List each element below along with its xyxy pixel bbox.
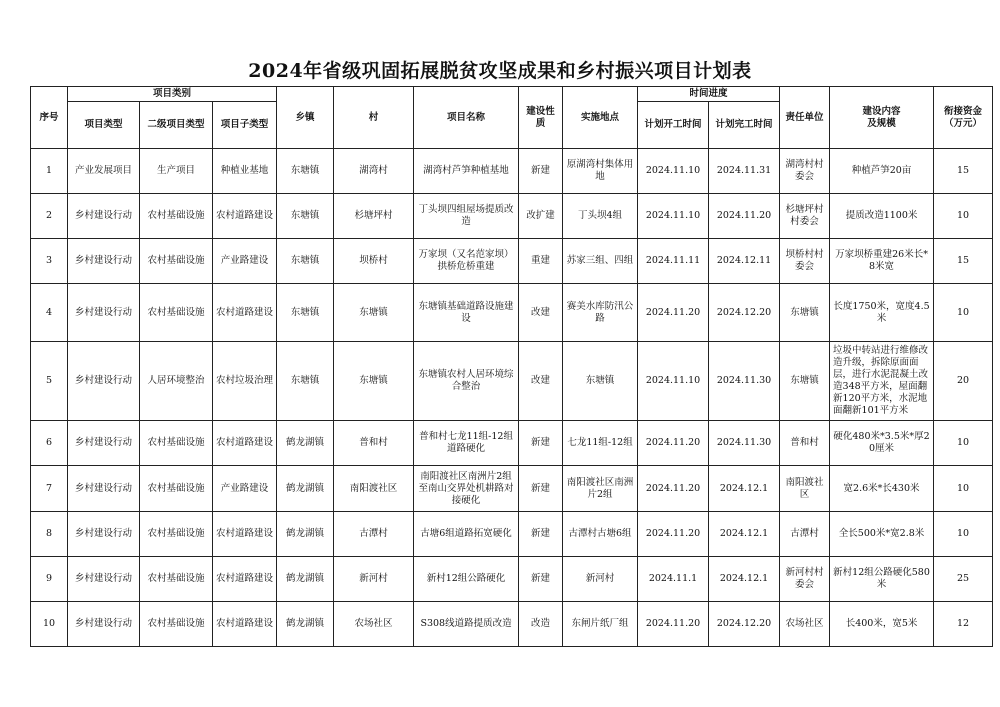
header-town: 乡镇 (277, 87, 334, 149)
header-subtype: 项目子类型 (213, 102, 277, 149)
cell-funds: 10 (934, 421, 993, 466)
cell-end: 2024.12.20 (709, 284, 780, 342)
project-plan-table (30, 86, 993, 647)
cell-village: 东塘镇 (334, 284, 414, 342)
cell-nature: 新建 (519, 557, 563, 602)
cell-content: 宽2.6米*长430米 (830, 466, 934, 512)
cell-seq: 10 (31, 602, 68, 647)
cell-village: 湖湾村 (334, 149, 414, 194)
cell-content: 长度1750米，宽度4.5米 (830, 284, 934, 342)
cell-location: 原湖湾村集体用地 (563, 149, 638, 194)
header-subtype2: 二级项目类型 (140, 102, 213, 149)
cell-town: 鹤龙湖镇 (277, 466, 334, 512)
cell-nature: 新建 (519, 466, 563, 512)
cell-unit: 东塘镇 (780, 342, 830, 421)
table-row (31, 421, 993, 466)
cell-funds: 15 (934, 149, 993, 194)
cell-unit: 坝桥村村委会 (780, 239, 830, 284)
cell-town: 东塘镇 (277, 342, 334, 421)
table-row (31, 239, 993, 284)
cell-location: 苏家三组、四组 (563, 239, 638, 284)
header-village: 村 (334, 87, 414, 149)
cell-funds: 20 (934, 342, 993, 421)
cell-end: 2024.11.30 (709, 342, 780, 421)
cell-end: 2024.12.1 (709, 466, 780, 512)
cell-subtype2: 农村基础设施 (140, 239, 213, 284)
header-location: 实施地点 (563, 87, 638, 149)
cell-subtype2: 生产项目 (140, 149, 213, 194)
cell-project-name: 南阳渡社区南洲片2组至南山交界处机耕路对接硬化 (414, 466, 519, 512)
cell-project-name: 东塘镇基础道路设施建设 (414, 284, 519, 342)
cell-nature: 改造 (519, 602, 563, 647)
header-project-name: 项目名称 (414, 87, 519, 149)
cell-town: 鹤龙湖镇 (277, 421, 334, 466)
header-seq: 序号 (31, 87, 68, 149)
cell-nature: 改建 (519, 342, 563, 421)
cell-nature: 改建 (519, 284, 563, 342)
cell-town: 东塘镇 (277, 239, 334, 284)
header-funds: 衔接资金 （万元） (934, 87, 993, 149)
header-time-group: 时间进度 (638, 87, 780, 102)
cell-subtype2: 农村基础设施 (140, 512, 213, 557)
cell-end: 2024.12.11 (709, 239, 780, 284)
cell-unit: 新河村村委会 (780, 557, 830, 602)
cell-subtype2: 农村基础设施 (140, 421, 213, 466)
cell-location: 七龙11组-12组 (563, 421, 638, 466)
cell-start: 2024.11.10 (638, 342, 709, 421)
cell-town: 东塘镇 (277, 284, 334, 342)
header-category-group: 项目类别 (68, 87, 277, 102)
cell-nature: 新建 (519, 512, 563, 557)
cell-nature: 新建 (519, 149, 563, 194)
cell-subtype2: 农村基础设施 (140, 557, 213, 602)
cell-village: 东塘镇 (334, 342, 414, 421)
header-content: 建设内容 及规模 (830, 87, 934, 149)
cell-subtype: 农村道路建设 (213, 284, 277, 342)
cell-end: 2024.12.1 (709, 557, 780, 602)
cell-subtype: 产业路建设 (213, 239, 277, 284)
cell-funds: 10 (934, 512, 993, 557)
cell-end: 2024.11.20 (709, 194, 780, 239)
cell-type: 乡村建设行动 (68, 284, 140, 342)
cell-start: 2024.11.10 (638, 149, 709, 194)
cell-town: 东塘镇 (277, 194, 334, 239)
cell-subtype2: 农村基础设施 (140, 284, 213, 342)
cell-seq: 2 (31, 194, 68, 239)
cell-start: 2024.11.10 (638, 194, 709, 239)
cell-subtype: 农村道路建设 (213, 421, 277, 466)
header-end: 计划完工时间 (709, 102, 780, 149)
cell-type: 乡村建设行动 (68, 239, 140, 284)
header-start: 计划开工时间 (638, 102, 709, 149)
cell-type: 乡村建设行动 (68, 194, 140, 239)
cell-location: 古潭村古塘6组 (563, 512, 638, 557)
cell-town: 鹤龙湖镇 (277, 512, 334, 557)
cell-unit: 古潭村 (780, 512, 830, 557)
header-type: 项目类型 (68, 102, 140, 149)
cell-start: 2024.11.1 (638, 557, 709, 602)
table-row (31, 466, 993, 512)
cell-content: 全长500米*宽2.8米 (830, 512, 934, 557)
cell-location: 丁头坝4组 (563, 194, 638, 239)
table-row (31, 557, 993, 602)
cell-village: 新河村 (334, 557, 414, 602)
cell-village: 坝桥村 (334, 239, 414, 284)
cell-location: 赛美水库防汛公路 (563, 284, 638, 342)
cell-subtype: 农村道路建设 (213, 194, 277, 239)
header-unit: 责任单位 (780, 87, 830, 149)
cell-funds: 10 (934, 466, 993, 512)
cell-project-name: 普和村七龙11组-12组道路硬化 (414, 421, 519, 466)
cell-seq: 5 (31, 342, 68, 421)
cell-subtype: 产业路建设 (213, 466, 277, 512)
cell-unit: 农场社区 (780, 602, 830, 647)
cell-nature: 新建 (519, 421, 563, 466)
cell-unit: 湖湾村村委会 (780, 149, 830, 194)
cell-seq: 6 (31, 421, 68, 466)
cell-project-name: 古塘6组道路拓宽硬化 (414, 512, 519, 557)
cell-project-name: 万家坝（又名范家坝）拱桥危桥重建 (414, 239, 519, 284)
cell-unit: 南阳渡社区 (780, 466, 830, 512)
cell-type: 乡村建设行动 (68, 557, 140, 602)
cell-project-name: 丁头坝四组屋场提质改造 (414, 194, 519, 239)
table-row (31, 149, 993, 194)
table-row (31, 194, 993, 239)
cell-type: 乡村建设行动 (68, 466, 140, 512)
cell-village: 南阳渡社区 (334, 466, 414, 512)
cell-location: 东闸片纸厂组 (563, 602, 638, 647)
cell-start: 2024.11.11 (638, 239, 709, 284)
cell-town: 鹤龙湖镇 (277, 557, 334, 602)
table-row (31, 284, 993, 342)
cell-type: 乡村建设行动 (68, 602, 140, 647)
cell-start: 2024.11.20 (638, 466, 709, 512)
cell-seq: 8 (31, 512, 68, 557)
cell-content: 提质改造1100米 (830, 194, 934, 239)
header-nature: 建设性质 (519, 87, 563, 149)
cell-funds: 12 (934, 602, 993, 647)
cell-project-name: 湖湾村芦笋种植基地 (414, 149, 519, 194)
table-row (31, 602, 993, 647)
cell-seq: 7 (31, 466, 68, 512)
cell-type: 乡村建设行动 (68, 342, 140, 421)
cell-nature: 改扩建 (519, 194, 563, 239)
cell-seq: 9 (31, 557, 68, 602)
table-row (31, 342, 993, 421)
cell-village: 古潭村 (334, 512, 414, 557)
cell-seq: 3 (31, 239, 68, 284)
cell-village: 杉塘坪村 (334, 194, 414, 239)
table-body (31, 149, 993, 647)
cell-content: 万家坝桥重建26米长*8米宽 (830, 239, 934, 284)
cell-funds: 10 (934, 194, 993, 239)
cell-type: 产业发展项目 (68, 149, 140, 194)
cell-content: 垃圾中转站进行维修改造升级，拆除原面面层，进行水泥混凝土改造348平方米，屋面翻新120平方米，水泥地面翻新101平方米 (830, 342, 934, 421)
cell-project-name: 新村12组公路硬化 (414, 557, 519, 602)
cell-subtype2: 人居环境整治 (140, 342, 213, 421)
cell-content: 硬化480米*3.5米*厚20厘米 (830, 421, 934, 466)
cell-subtype2: 农村基础设施 (140, 466, 213, 512)
cell-subtype: 农村道路建设 (213, 512, 277, 557)
cell-end: 2024.12.20 (709, 602, 780, 647)
cell-type: 乡村建设行动 (68, 421, 140, 466)
cell-location: 南阳渡社区南洲片2组 (563, 466, 638, 512)
cell-unit: 普和村 (780, 421, 830, 466)
cell-content: 长400米，宽5米 (830, 602, 934, 647)
cell-location: 新河村 (563, 557, 638, 602)
cell-nature: 重建 (519, 239, 563, 284)
cell-funds: 10 (934, 284, 993, 342)
cell-subtype: 种植业基地 (213, 149, 277, 194)
table-row (31, 512, 993, 557)
cell-type: 乡村建设行动 (68, 512, 140, 557)
cell-funds: 25 (934, 557, 993, 602)
cell-location: 东塘镇 (563, 342, 638, 421)
cell-subtype: 农村道路建设 (213, 602, 277, 647)
cell-subtype2: 农村基础设施 (140, 602, 213, 647)
cell-town: 鹤龙湖镇 (277, 602, 334, 647)
cell-content: 种植芦笋20亩 (830, 149, 934, 194)
cell-village: 农场社区 (334, 602, 414, 647)
cell-subtype: 农村垃圾治理 (213, 342, 277, 421)
cell-start: 2024.11.20 (638, 602, 709, 647)
cell-funds: 15 (934, 239, 993, 284)
cell-seq: 1 (31, 149, 68, 194)
cell-town: 东塘镇 (277, 149, 334, 194)
cell-unit: 东塘镇 (780, 284, 830, 342)
cell-village: 普和村 (334, 421, 414, 466)
cell-start: 2024.11.20 (638, 421, 709, 466)
cell-unit: 杉塘坪村村委会 (780, 194, 830, 239)
cell-end: 2024.11.30 (709, 421, 780, 466)
cell-start: 2024.11.20 (638, 284, 709, 342)
document-title: 2024年省级巩固拓展脱贫攻坚成果和乡村振兴项目计划表 (248, 60, 752, 82)
cell-subtype: 农村道路建设 (213, 557, 277, 602)
cell-end: 2024.11.31 (709, 149, 780, 194)
cell-project-name: 东塘镇农村人居环境综合整治 (414, 342, 519, 421)
cell-content: 新村12组公路硬化580米 (830, 557, 934, 602)
cell-subtype2: 农村基础设施 (140, 194, 213, 239)
cell-end: 2024.12.1 (709, 512, 780, 557)
cell-project-name: S308线道路提质改造 (414, 602, 519, 647)
cell-start: 2024.11.20 (638, 512, 709, 557)
cell-seq: 4 (31, 284, 68, 342)
